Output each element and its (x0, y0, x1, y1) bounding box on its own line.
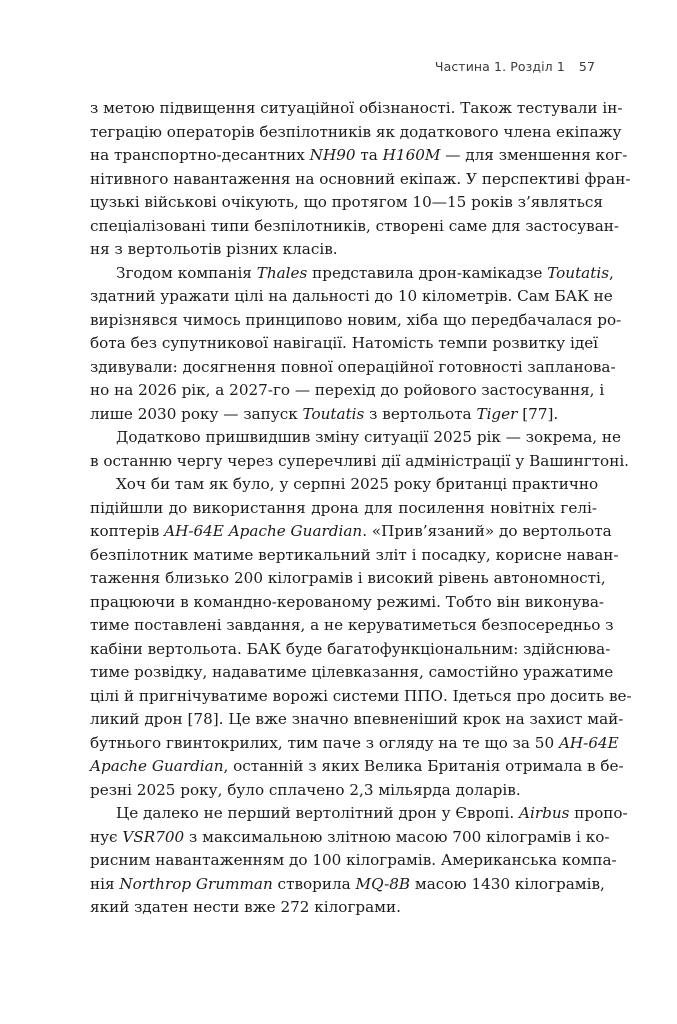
italic-term: Thales (256, 263, 308, 282)
text-segment: з максимальною злітною масою 700 кілограмів і ко- (184, 827, 610, 846)
running-head (435, 59, 595, 74)
text-line (90, 826, 610, 850)
text-line (90, 168, 631, 192)
text-line (90, 520, 612, 544)
text-line (90, 802, 628, 826)
text-line (90, 144, 628, 168)
text-segment: таження близько 200 кілограмів і високий рівень автономності, (90, 569, 606, 587)
text-line (90, 896, 597, 920)
text-segment: [77]. (517, 404, 559, 423)
text-segment: працюючи в командно-керованому режимі. Тобто він виконува- (90, 592, 605, 611)
text-segment: безпілотник матиме вертикальний зліт і посадку, корисне нaван- (90, 545, 619, 564)
text-segment: здатний уражати цілі на дальності до 10 кілометрів. Сам БАК не (90, 287, 613, 305)
text-segment: коптерів (90, 522, 165, 540)
text-segment: в останню чергу через суперечливі дії адміністрації у Вашингтоні. (90, 451, 630, 470)
text-segment: та (355, 146, 383, 164)
text-segment: здивували: досягнення повної операційної готовності заплановa- (90, 357, 616, 376)
text-line (90, 779, 597, 803)
text-segment: на транспортно-десантних (90, 146, 310, 164)
text-line (90, 356, 616, 380)
text-line (90, 450, 630, 474)
text-line (90, 238, 597, 262)
italic-term: Tiger (476, 404, 518, 423)
text-line (90, 591, 605, 615)
text-line (90, 426, 622, 450)
text-line (90, 732, 619, 756)
text-segment: Це далеко не перший вертолітний дрон у Європі. (116, 804, 520, 822)
text-line (90, 191, 603, 215)
body-text (90, 97, 632, 920)
text-line (90, 285, 613, 309)
text-line (90, 332, 597, 356)
text-segment: бота без супутникової навігації. Натомість темпи розвитку ідеї (90, 334, 599, 352)
text-segment: рисним навантаженням до 100 кілограмів. Американська компа- (90, 851, 617, 869)
text-segment: з метою підвищення ситуаційної обізнаності. Також тестували ін- (90, 99, 623, 117)
text-line (90, 309, 622, 333)
page-number: 57 (578, 59, 595, 74)
text-segment: тиме розвідку, надаватиме цілевказання, самостійно уражатиме (90, 663, 614, 681)
text-line (90, 873, 605, 897)
text-line (90, 849, 617, 873)
italic-term: Airbus (519, 804, 570, 822)
italic-term: Apache Guardian (90, 757, 224, 775)
italic-term: Northrop Grumman (119, 874, 273, 893)
text-segment: нітивного навантаження на основний екіпаж. У перспективі фран- (90, 169, 631, 188)
text-segment: Додатково пришвидшив зміну ситуації 2025 рік — зокрема, не (116, 428, 622, 446)
text-segment: представила дрон-камікадзе (307, 263, 548, 282)
text-line (90, 262, 614, 286)
running-head-section: Частина 1. Розділ 1 (434, 59, 565, 74)
text-segment: кабіни вертольота. БАК буде багатофункціональним: здійснюва- (90, 639, 611, 658)
text-line (90, 755, 624, 779)
italic-term: VSR700 (122, 827, 185, 846)
italic-term: Toutatis (302, 404, 365, 423)
text-segment: Згодом компанія (116, 263, 257, 282)
text-line (90, 544, 619, 568)
text-segment: вирізнявся чимось принципово новим, хіба що передбачалася ро- (90, 310, 622, 329)
italic-term: Toutatis (547, 263, 609, 282)
italic-term: MQ-8B (355, 874, 411, 893)
text-segment: Хоч би там як було, у серпні 2025 року британці практично (116, 475, 599, 493)
text-line (90, 121, 622, 145)
text-line (90, 614, 614, 638)
text-segment: резні 2025 року, було сплачено 2,3 мільярда доларів. (90, 780, 521, 799)
text-segment: нує (90, 827, 123, 846)
text-line (90, 685, 632, 709)
text-line (90, 215, 620, 239)
text-segment: з вертольота (364, 404, 477, 423)
text-segment: який здатен нести вже 272 кілограми. (90, 898, 401, 916)
text-segment: спеціалізовані типи безпілотників, створені саме для застосуван- (90, 216, 620, 235)
text-segment: но на 2026 рік, а 2027-го — перехід до ройового застосування, і (90, 381, 605, 399)
text-line (90, 97, 623, 121)
text-segment: цузькі військові очікують, що протягом 10—15 років з’являться (90, 193, 603, 211)
text-segment: бутнього гвинтокрилих, тим паче з огляду на те що за 50 (90, 733, 559, 752)
italic-term: AH-64E (558, 733, 619, 752)
text-segment: теграцію операторів безпілотників як додаткового члена екіпажу (90, 122, 622, 141)
text-line (90, 567, 606, 591)
text-line (90, 638, 611, 662)
text-segment: тиме поставлені завдання, а не керуватиметься безпосередньо з (90, 616, 614, 634)
text-segment: ликий дрон [78]. Це вже значно впевненіший крок на захист май- (90, 710, 624, 728)
text-segment: нія (90, 874, 120, 893)
text-line (90, 708, 624, 732)
text-line (90, 661, 614, 685)
italic-term: NH90 (309, 146, 356, 164)
text-segment: ня з вертольотів різних класів. (90, 240, 338, 258)
text-segment: . «Прив’язаний» до вертольота (362, 522, 612, 540)
text-segment: пропо- (569, 804, 628, 822)
text-segment: , (609, 263, 614, 282)
text-segment: цілі й пригнічуватиме ворожі системи ППО. Ідеться про досить ве- (90, 686, 632, 705)
text-segment: — для зменшення ког- (440, 146, 628, 164)
text-segment: створила (272, 874, 356, 893)
text-line (90, 403, 597, 427)
text-line (90, 473, 597, 497)
italic-term: AH-64E Apache Guardian (164, 522, 363, 540)
text-segment: , останній з яких Велика Британія отримала в бе- (223, 757, 624, 775)
text-segment: масою 1430 кілограмів, (410, 874, 605, 893)
text-line (90, 497, 597, 521)
text-segment: лише 2030 року — запуск (90, 404, 303, 423)
italic-term: H160M (382, 146, 441, 164)
text-segment: підійшли до використання дрона для посилення новітніх гелі- (90, 498, 597, 517)
text-line (90, 379, 605, 403)
